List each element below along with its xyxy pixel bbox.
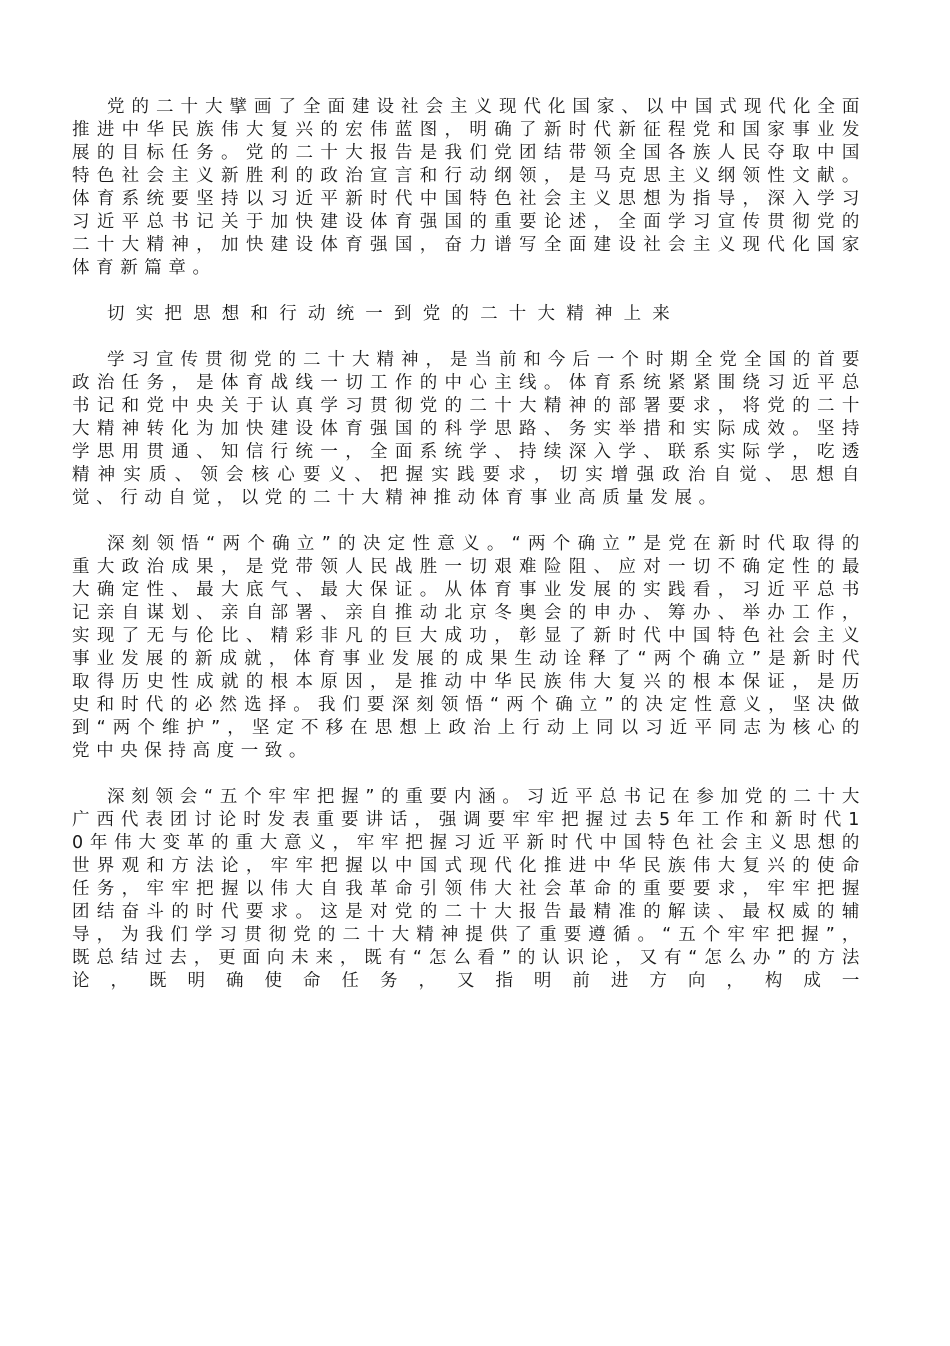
paragraph-five-grasps: 深刻领会“五个牢牢把握”的重要内涵。习近平总书记在参加党的二十大广西代表团讨论时发表重要讲话，强调要牢牢把握过去5年工作和新时代10年伟大变革的重大意义，牢牢把握习近平新时代中国特色社会主义思想的世界观和方法论，牢牢把握以中国式现代化推进中华民族伟大复兴的使命任务，牢牢把握以伟大自我革命引领伟大社会革命的重要要求，牢牢把握团结奋斗的时代要求。这是对党的二十大报告最精准的解读、最权威的辅导，为我们学习贯彻党的二十大精神提供了重要遵循。“五个牢牢把握”，既总结过去，更面向未来，既有“怎么看”的认识论，又有“怎么办”的方法论，既明确使命任务，又指明前进方向，构成一: [72, 787, 866, 991]
spacer: [72, 763, 866, 786]
paragraph-intro: 党的二十大擘画了全面建设社会主义现代化国家、以中国式现代化全面推进中华民族伟大复兴的宏伟蓝图，明确了新时代新征程党和国家事业发展的目标任务。党的二十大报告是我们党团结带领全国各族人民夺取中国特色社会主义新胜利的政治宣言和行动纲领，是马克思主义纲领性文献。体育系统要坚持以习近平新时代中国特色社会主义思想为指导，深入学习习近平总书记关于加快建设体育强国的重要论述，全面学习宣传贯彻党的二十大精神，加快建设体育强国，奋力谱写全面建设社会主义现代化国家体育新篇章。: [72, 97, 866, 278]
spacer: [72, 326, 866, 349]
paragraph-study: 学习宣传贯彻党的二十大精神，是当前和今后一个时期全党全国的首要政治任务，是体育战线一切工作的中心主线。体育系统紧紧围绕习近平总书记和党中央关于认真学习贯彻党的二十大精神的部署要求，将党的二十大精神转化为加快建设体育强国的科学思路、务实举措和实际成效。坚持学思用贯通、知信行统一，全面系统学、持续深入学、联系实际学，吃透精神实质、领会核心要义、把握实践要求，切实增强政治自觉、思想自觉、行动自觉，以党的二十大精神推动体育事业高质量发展。: [72, 350, 866, 508]
document-page: [72, 96, 866, 993]
paragraph-two-establishes: 深刻领悟“两个确立”的决定性意义。“两个确立”是党在新时代取得的重大政治成果，是党带领人民战胜一切艰难险阻、应对一切不确定性的最大确定性、最大底气、最大保证。从体育事业发展的实践看，习近平总书记亲自谋划、亲自部署、亲自推动北京冬奥会的申办、筹办、举办工作，实现了无与伦比、精彩非凡的巨大成功，彰显了新时代中国特色社会主义事业发展的新成就，体育事业发展的成果生动诠释了“两个确立”是新时代取得历史性成就的根本原因，是推动中华民族伟大复兴的根本保证，是历史和时代的必然选择。我们要深刻领悟“两个确立”的决定性意义，坚决做到“两个维护”，坚定不移在思想上政治上行动上同以习近平同志为核心的党中央保持高度一致。: [72, 534, 866, 761]
section-heading: 切实把思想和行动统一到党的二十大精神上来: [107, 304, 681, 324]
spacer: [72, 510, 866, 533]
spacer: [72, 280, 866, 303]
